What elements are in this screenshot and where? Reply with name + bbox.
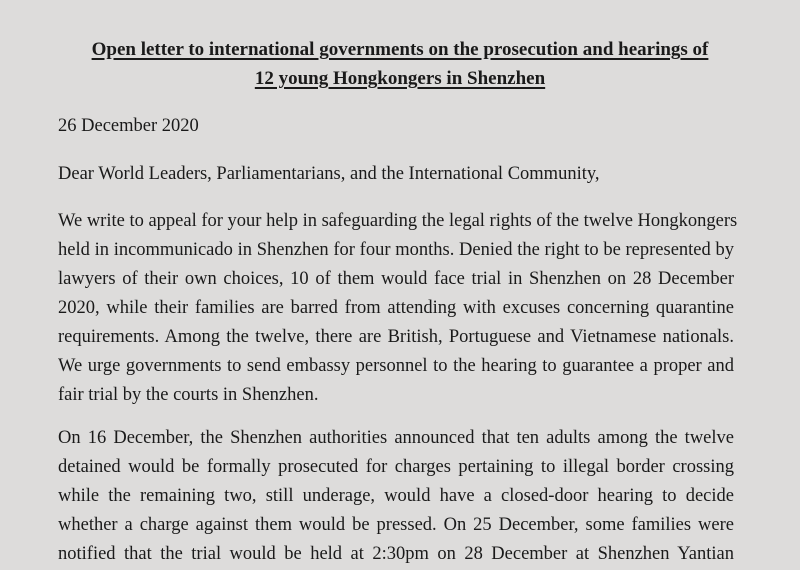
paragraph-line: notified that the trial would be held at 2:30pm on 28 December at Shenzhen Yantian: [58, 544, 734, 564]
letter-date: 26 December 2020: [58, 116, 199, 136]
paragraph-line: detained would be formally prosecuted for charges pertaining to illegal border crossing: [58, 457, 734, 477]
paragraph-line: fair trial by the courts in Shenzhen.: [58, 385, 319, 405]
title-line-1: Open letter to international governments on the prosecution and hearings of: [91, 39, 709, 60]
paragraph-1: [58, 207, 738, 410]
paragraph-line: while the remaining two, still underage, would have a closed-door hearing to decide: [58, 486, 734, 506]
paragraph-2: [58, 424, 734, 569]
paragraph-line: requirements. Among the twelve, there are British, Portuguese and Vietnamese nationals.: [58, 327, 734, 347]
paragraph-line: held in incommunicado in Shenzhen for four months. Denied the right to be represented by: [58, 240, 734, 260]
paragraph-line: We urge governments to send embassy personnel to the hearing to guarantee a proper and: [58, 356, 734, 376]
paragraph-line: lawyers of their own choices, 10 of them would face trial in Shenzhen on 28 December: [58, 269, 734, 289]
paragraph-line: On 16 December, the Shenzhen authorities announced that ten adults among the twelve: [58, 428, 734, 448]
letter-salutation: Dear World Leaders, Parliamentarians, and the International Community,: [58, 164, 600, 184]
paragraph-line: 2020, while their families are barred from attending with excuses concerning quarantine: [58, 298, 734, 318]
paragraph-line: whether a charge against them would be pressed. On 25 December, some families were: [58, 515, 734, 535]
paragraph-line: We write to appeal for your help in safeguarding the legal rights of the twelve Hongkongers: [58, 211, 738, 231]
title-line-2: 12 young Hongkongers in Shenzhen: [254, 68, 546, 89]
letter-title: [0, 35, 800, 93]
